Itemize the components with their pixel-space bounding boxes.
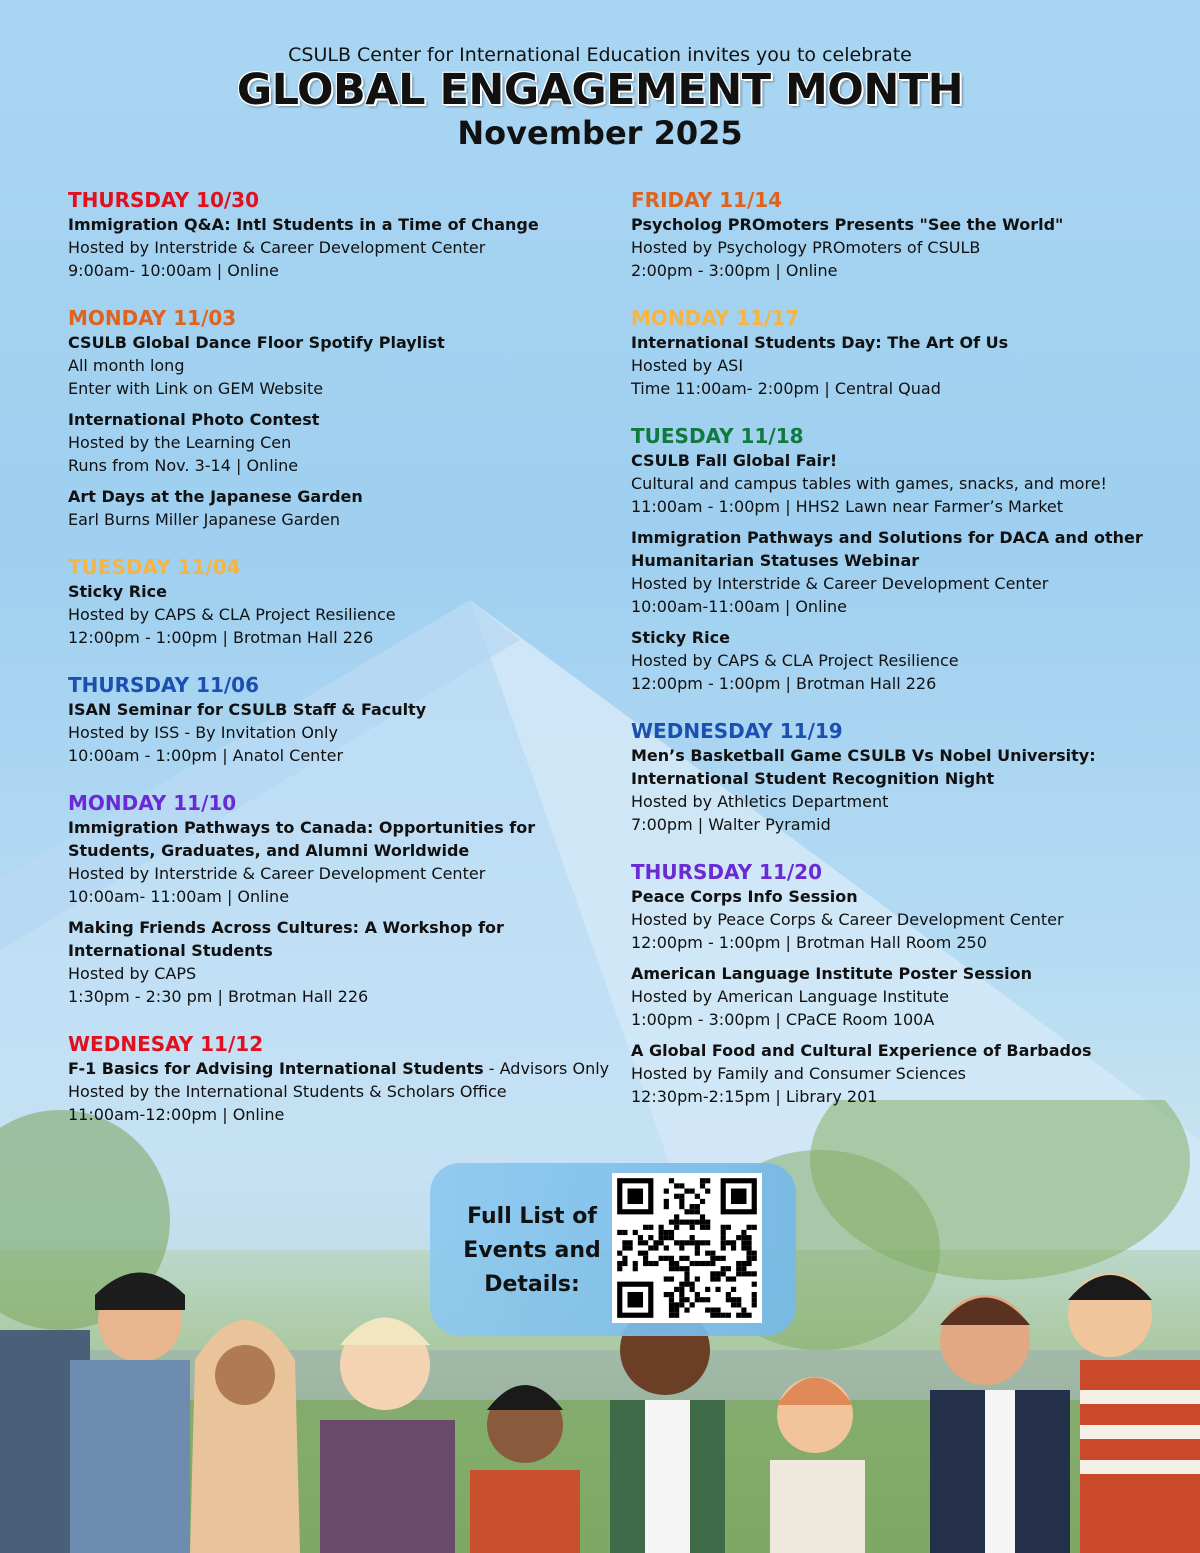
event-title-row [631, 1039, 1176, 1062]
event-item [68, 816, 613, 908]
event-title-row [631, 626, 1176, 649]
event-detail: 1:00pm - 3:00pm | CPaCE Room 100A [631, 1010, 935, 1029]
event-item [631, 626, 1176, 695]
day-section [68, 188, 613, 282]
event-title: Immigration Pathways to Canada: Opportunities for Students, Graduates, and Alumni Worldwide [68, 818, 536, 860]
event-title: Making Friends Across Cultures: A Workshop for International Students [68, 918, 504, 960]
event-detail: Time 11:00am- 2:00pm | Central Quad [631, 379, 941, 398]
event-detail: 12:00pm - 1:00pm | Brotman Hall 226 [631, 674, 937, 693]
day-heading: MONDAY 11/03 [68, 306, 237, 330]
event-detail: Hosted by Family and Consumer Sciences [631, 1064, 967, 1083]
event-detail: Hosted by Psychology PROmoters of CSULB [631, 238, 981, 257]
event-title-row [631, 885, 1176, 908]
event-title-row [631, 526, 1176, 572]
day-heading: WEDNESAY 11/12 [68, 1032, 264, 1056]
day-heading: MONDAY 11/17 [631, 306, 800, 330]
event-title-row [631, 331, 1176, 354]
event-title: Psycholog PROmoters Presents "See the World" [631, 215, 1064, 234]
event-title: Art Days at the Japanese Garden [68, 487, 363, 506]
day-section [631, 188, 1176, 282]
event-title-row [631, 213, 1176, 236]
event-detail: Earl Burns Miller Japanese Garden [68, 510, 341, 529]
event-detail: 2:00pm - 3:00pm | Online [631, 261, 838, 280]
event-title: CSULB Global Dance Floor Spotify Playlist [68, 333, 445, 352]
event-detail: Hosted by ISS - By Invitation Only [68, 723, 338, 742]
day-section [631, 306, 1176, 400]
event-title-row [68, 916, 613, 962]
event-detail: 10:00am-11:00am | Online [631, 597, 847, 616]
event-item [631, 962, 1176, 1031]
event-detail: 9:00am- 10:00am | Online [68, 261, 279, 280]
event-title: Sticky Rice [631, 628, 730, 647]
event-detail: Hosted by ASI [631, 356, 744, 375]
event-month: November 2025 [457, 114, 743, 152]
event-title-note: - Advisors Only [483, 1059, 610, 1078]
event-title: Sticky Rice [68, 582, 167, 601]
event-title-row [68, 331, 613, 354]
event-detail: Hosted by American Language Institute [631, 987, 949, 1006]
day-heading: THURSDAY 11/06 [68, 673, 260, 697]
event-title-row [631, 449, 1176, 472]
day-section [68, 306, 613, 531]
event-item [631, 449, 1176, 518]
event-detail: Enter with Link on GEM Website [68, 379, 324, 398]
event-item [631, 331, 1176, 400]
event-item [631, 885, 1176, 954]
event-title: CSULB Fall Global Fair! [631, 451, 838, 470]
qr-code-icon[interactable] [612, 1173, 762, 1323]
event-detail: Hosted by the Learning Cen [68, 433, 292, 452]
day-heading: MONDAY 11/10 [68, 791, 237, 815]
event-title: Peace Corps Info Session [631, 887, 858, 906]
qr-caption-line: Events and [463, 1238, 601, 1263]
event-item [68, 698, 613, 767]
event-detail: Hosted by Interstride & Career Development Center [68, 238, 486, 257]
event-detail: Hosted by CAPS & CLA Project Resilience [631, 651, 959, 670]
event-title-row [68, 213, 613, 236]
event-title: American Language Institute Poster Session [631, 964, 1033, 983]
event-detail: Hosted by Interstride & Career Development Center [68, 864, 486, 883]
event-detail: 10:00am - 1:00pm | Anatol Center [68, 746, 344, 765]
right-column-schedule [631, 188, 1176, 1132]
day-section [631, 719, 1176, 836]
qr-caption [452, 1200, 612, 1302]
event-detail: 12:00pm - 1:00pm | Brotman Hall 226 [68, 628, 374, 647]
event-detail: 7:00pm | Walter Pyramid [631, 815, 831, 834]
event-detail: 11:00am - 1:00pm | HHS2 Lawn near Farmer’s Market [631, 497, 1063, 516]
day-section [631, 860, 1176, 1108]
day-heading: TUESDAY 11/04 [68, 555, 241, 579]
event-title-row [68, 580, 613, 603]
event-detail: Runs from Nov. 3-14 | Online [68, 456, 299, 475]
qr-caption-line: Details: [484, 1272, 580, 1297]
event-title-row [68, 1057, 613, 1080]
event-item [68, 213, 613, 282]
event-detail: Hosted by CAPS [68, 964, 197, 983]
event-item [68, 331, 613, 400]
day-section [68, 673, 613, 767]
event-title: International Students Day: The Art Of Us [631, 333, 1009, 352]
page-title: GLOBAL ENGAGEMENT MONTH [236, 65, 964, 115]
header-subtitle: CSULB Center for International Education invites you to celebrate [288, 44, 912, 66]
left-column-schedule [68, 188, 613, 1150]
day-section [68, 791, 613, 1008]
qr-caption-line: Full List of [467, 1204, 597, 1229]
day-heading: THURSDAY 10/30 [68, 188, 260, 212]
event-title: A Global Food and Cultural Experience of Barbados [631, 1041, 1092, 1060]
event-title: International Photo Contest [68, 410, 320, 429]
event-item [68, 485, 613, 531]
event-title-row [68, 816, 613, 862]
day-heading: WEDNESDAY 11/19 [631, 719, 843, 743]
day-heading: TUESDAY 11/18 [631, 424, 804, 448]
header [0, 44, 1200, 152]
event-title-row [68, 408, 613, 431]
event-title: F-1 Basics for Advising International Students [68, 1059, 484, 1078]
event-item [631, 744, 1176, 836]
day-heading: THURSDAY 11/20 [631, 860, 823, 884]
event-detail: Hosted by Athletics Department [631, 792, 889, 811]
event-detail: 11:00am-12:00pm | Online [68, 1105, 285, 1124]
day-section [68, 555, 613, 649]
event-title-row [631, 962, 1176, 985]
event-item [68, 580, 613, 649]
event-item [68, 916, 613, 1008]
event-title-row [68, 485, 613, 508]
event-detail: All month long [68, 356, 185, 375]
event-detail: Hosted by the International Students & Scholars Office [68, 1082, 507, 1101]
event-item [68, 408, 613, 477]
event-detail: Cultural and campus tables with games, snacks, and more! [631, 474, 1107, 493]
event-detail: 12:00pm - 1:00pm | Brotman Hall Room 250 [631, 933, 987, 952]
event-detail: Hosted by Peace Corps & Career Development Center [631, 910, 1064, 929]
event-detail: 10:00am- 11:00am | Online [68, 887, 290, 906]
event-detail: Hosted by CAPS & CLA Project Resilience [68, 605, 396, 624]
event-title: Immigration Q&A: Intl Students in a Time of Change [68, 215, 539, 234]
event-title: ISAN Seminar for CSULB Staff & Faculty [68, 700, 427, 719]
event-detail: 12:30pm-2:15pm | Library 201 [631, 1087, 878, 1106]
event-title-row [631, 744, 1176, 790]
event-title: Men’s Basketball Game CSULB Vs Nobel University: International Student Recognition Night [631, 746, 1096, 788]
event-item [68, 1057, 613, 1126]
day-section [68, 1032, 613, 1126]
event-title-row [68, 698, 613, 721]
event-item [631, 526, 1176, 618]
event-title: Immigration Pathways and Solutions for DACA and other Humanitarian Statuses Webinar [631, 528, 1143, 570]
day-heading: FRIDAY 11/14 [631, 188, 783, 212]
day-section [631, 424, 1176, 695]
event-detail: Hosted by Interstride & Career Development Center [631, 574, 1049, 593]
event-detail: 1:30pm - 2:30 pm | Brotman Hall 226 [68, 987, 369, 1006]
event-item [631, 213, 1176, 282]
event-item [631, 1039, 1176, 1108]
